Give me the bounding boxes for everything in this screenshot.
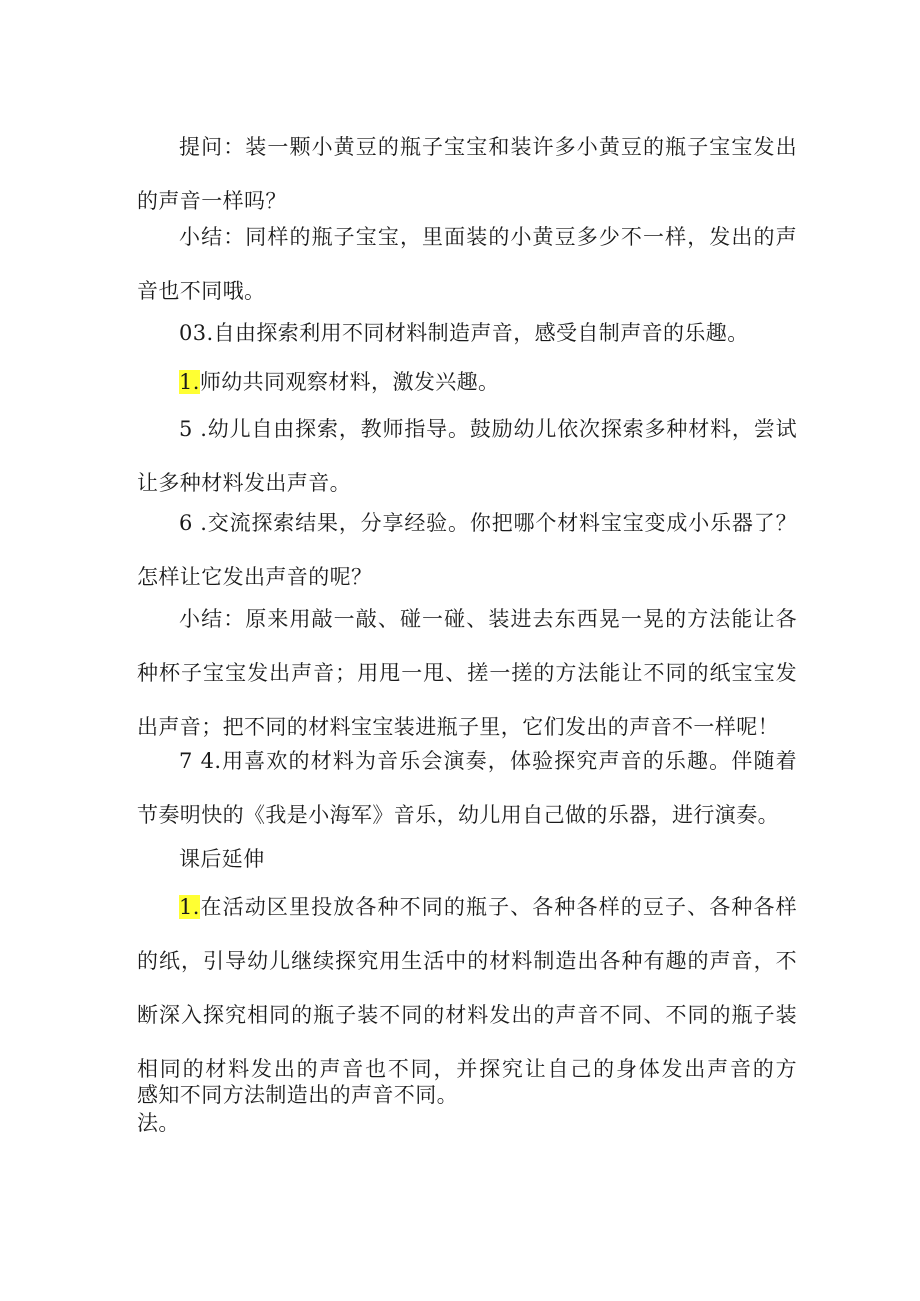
paragraph-closing (137, 1068, 797, 1122)
paragraph-text: 6 .交流探索结果，分享经验。你把哪个材料宝宝变成小乐器了？怎样让它发出声音的呢？ (137, 511, 797, 589)
paragraph-summary-2 (137, 592, 797, 754)
paragraph-text: 小结：同样的瓶子宝宝，里面装的小黄豆多少不一样，发出的声音也不同哦。 (137, 225, 797, 303)
section-heading: 课后延伸 (179, 847, 265, 871)
list-marker-highlight: 1. (179, 895, 200, 919)
list-marker-highlight: 1. (179, 370, 200, 394)
paragraph-text: 提问：装一颗小黄豆的瓶子宝宝和装许多小黄豆的瓶子宝宝发出的声音一样吗？ (137, 135, 797, 213)
paragraph-text: 师幼共同观察材料，激发兴趣。 (199, 370, 500, 394)
paragraph-step-1 (137, 355, 797, 409)
paragraph-summary-1 (137, 210, 797, 318)
paragraph-step-6 (137, 496, 797, 604)
paragraph-section-03 (137, 306, 797, 360)
paragraph-step-7 (137, 734, 797, 842)
paragraph-extension-heading (137, 832, 797, 886)
paragraph-text: 感知不同方法制造出的声音不同。 (137, 1083, 458, 1107)
paragraph-text: 小结：原来用敲一敲、碰一碰、装进去东西晃一晃的方法能让各种杯子宝宝发出声音；用甩一甩、搓一搓的方法能让不同的纸宝宝发出声音；把不同的材料宝宝装进瓶子里，它们发出的声音不一样呢！ (137, 607, 797, 739)
paragraph-step-5 (137, 402, 797, 510)
paragraph-text: 5 .幼儿自由探索，教师指导。鼓励幼儿依次探索多种材料，尝试让多种材料发出声音。 (137, 417, 797, 495)
paragraph-text: 7 4.用喜欢的材料为音乐会演奏，体验探究声音的乐趣。伴随着节奏明快的《我是小海军》音乐，幼儿用自己做的乐器，进行演奏。 (137, 749, 797, 827)
paragraph-text: 在活动区里投放各种不同的瓶子、各种各样的豆子、各种各样的纸，引导幼儿继续探究用生活中的材料制造出各种有趣的声音，不断深入探究相同的瓶子装不同的材料发出的声音不同、不同的瓶子装相同的材料发出的声音也不同，并探究让自己的身体发出声音的方法。 (137, 895, 797, 1135)
paragraph-text: 03.自由探索利用不同材料制造声音，感受自制声音的乐趣。 (179, 321, 749, 345)
